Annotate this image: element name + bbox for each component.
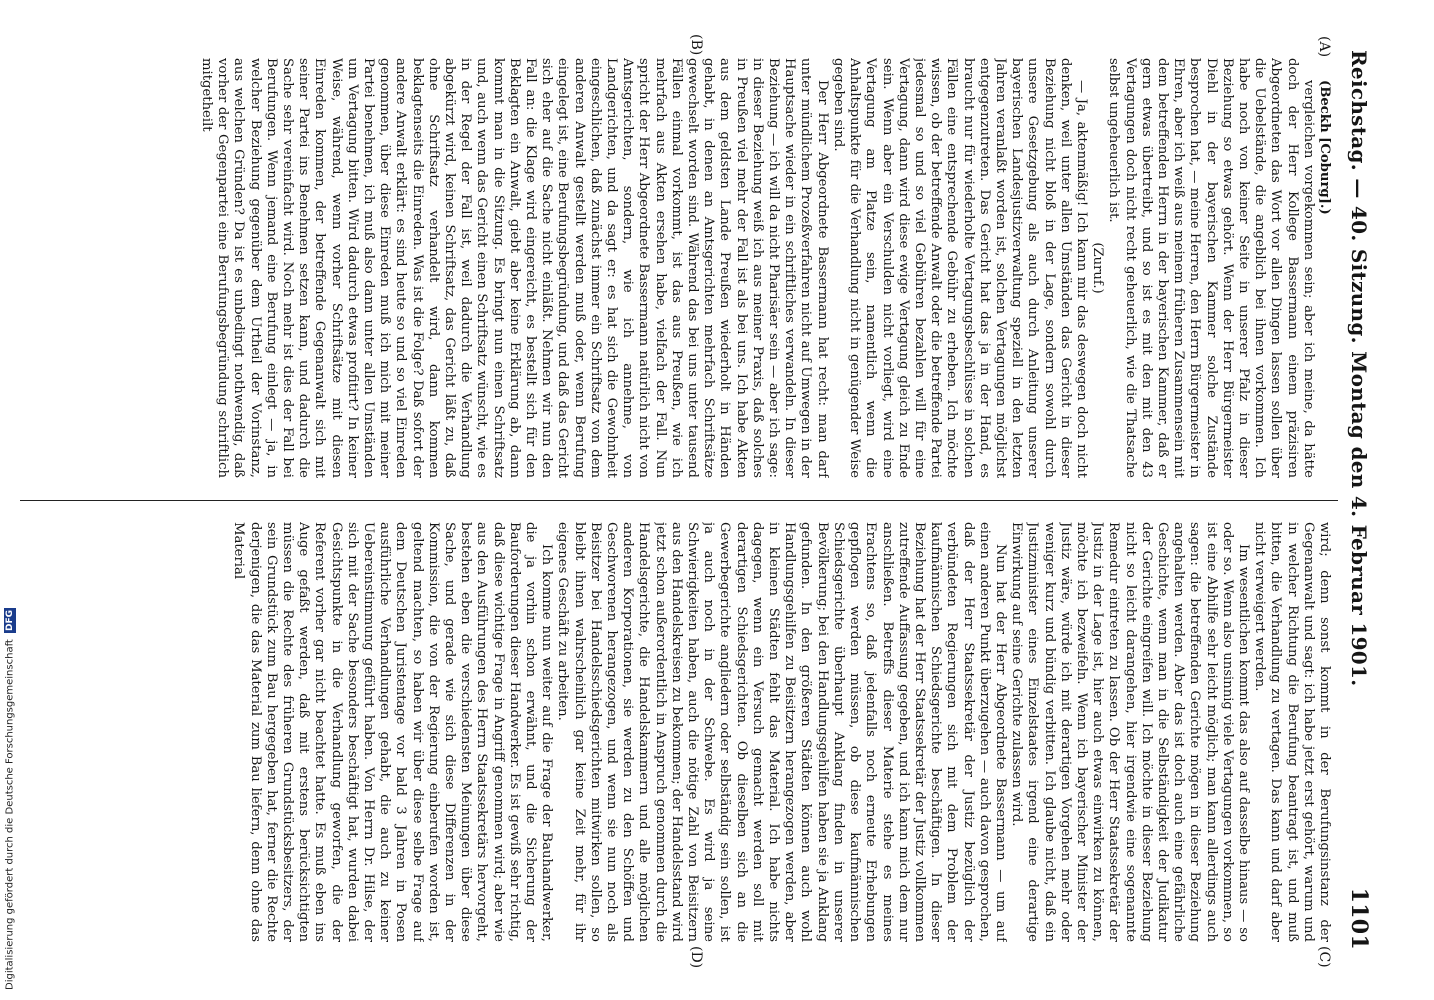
paragraph: — Ja, aktenmäßig! Ich kann mir das deswegen doch nicht denken, weil unter allen Umständen das Gericht in dieser Beziehung nicht bloß in der Lage, sondern sowohl durch unsere Gesetzgebung als auch durch Anleitung unserer bayerischen Landesjustizverwaltung speziell in den letzten Jahren veranlaßt worden ist, solchen Vertagungen möglichst entgegenzutreten. Das Gericht hat das ja in der Hand, es braucht nur für wiederholte Vertagungsbeschlüsse in solchen Fällen eine entsprechende Gebühr zu erheben. Ich möchte wissen, ob der betreffende Anwalt oder die betreffende Partei jedesmal so und so viel Gebühren bezahlen will für eine Vertagung, dann wird diese ewige Vertagung gleich zu Ende sein. Wenn aber ein Verschulden nicht vorliegt, wird eine Vertagung am Platze sein, namentlich wenn die Anhaltspunkte für die Verhandlung nicht in genügender Weise gegeben sind. bbox=[830, 58, 1089, 478]
interjection: (Zuruf.) bbox=[1090, 242, 1106, 294]
margin-marker-b: (B) bbox=[688, 34, 704, 56]
margin-marker-c: (C) bbox=[1316, 946, 1332, 968]
left-column bbox=[22, 58, 1332, 478]
paragraph: Ich komme nun weiter auf die Frage der Bauhandwerker, die ja vorhin schon erwähnt, und die Sicherung der Bauforderungen dieser Handwerker. Es ist gewiß sehr richtig, daß diese wichtige Frage in Angriff genommen wird; aber wie aus den Ausführungen des Herrn Staatssekretärs hervorgeht, bestehen eben die verschiedensten Meinungen über diese Sache, und gerade wie sich diese Differenzen in der Kommission, die von der Regierung einberufen worden ist, geltend machten, so haben wir über diese selbe Frage auf dem Deutschen Juristentage vor bald 3 Jahren in Posen ausführliche Verhandlungen gehabt, die auch zu keiner Uebereinstimmung geführt haben. Von Herrn Dr. Hilse, der sich mit der Sache besonders beschäftigt hat, wurden dabei Gesichtspunkte in die Verhandlung geworfen, die der Referent vorher gar nicht beachtet hatte. Es muß eben ins Auge gefaßt werden, daß mit erstens berücksichtigten müssen die Rechte des früheren Grundstücksbesitzers, der sein Grundstück zum Bau hergegeben hat, ferner die Rechte derjenigen, die das Material zum Bau liefern, denn ohne das Material bbox=[231, 522, 555, 942]
dfg-logo: DFG bbox=[5, 610, 15, 632]
speaker-line: (Beckh [Coburg].) bbox=[1317, 80, 1332, 215]
paragraph: vergleichen vorgekommen sein; aber ich meine, da hätte doch der Herr Kollege Bassermann einem präzisiren Abgeordneten das Wort vor allen Dingen lassen sollen über die Uebelstände, die angeblich bei ihnen vorkommen. Ich habe noch von keiner Seite in unserer Pfalz in dieser Beziehung so etwas gehört. Wenn der Herr Bürgermeister Diehl in der bayerischen Kammer solche Zustände besprochen hat, — meine Herren, den Herrn Bürgermeister in Ehren, aber ich weiß aus meinem früheren Zusammensein mit dem betreffenden Herrn in der bayerischen Kammer, daß er gern etwas übertreibt, und so ist es mit den mit den 43 Vertagungen doch nicht recht geheuerlich, wie die Thatsache selbst ungeheuerlich ist. bbox=[1106, 58, 1316, 478]
margin-marker-d: (D) bbox=[688, 946, 704, 969]
paragraph: Der Herr Abgeordnete Bassermann hat recht: man darf unter mündlichem Prozeßverfahren nicht auf Umwegen in der Hauptsache wieder in ein schriftliches verwandeln. In dieser Beziehung — ich will da nicht Pharisäer sein — aber ich sage: in dieser Beziehung weiß ich aus meiner Praxis, daß solches in Preußen viel mehr der Fall ist als bei uns. Ich habe Akten aus dem geldsten Lande Preußen wiederholt in Händen gehabt, in denen an Amtsgerichten mehrfach Schriftsätze gewechselt worden sind. Während das bei uns unter tausend Fällen einmal vorkommt, ist das aus Preußen, wie ich mehrfach aus Akten ersehen habe, vielfach der Fall. Nun spricht der Herr Abgeordnete Bassermann natürlich nicht von Amtsgerichten, sondern, wie ich annehme, von Landgerichten, und da sagt er: es hat sich die Gewohnheit eingeschlichen, daß zunächst immer ein Schriftsatz von dem anderen Anwalt gestellt werden muß oder, wenn Berufung eingelegt ist, eine Berufungsbegründung, und daß das Gericht sich eher auf die Sache nicht einläßt. Nehmen wir nun den Fall an: die Klage wird eingereicht, es bestellt sich für den Beklagten ein Anwalt, giebt aber keine Erklärung ab, dann kommt man in die Sitzung. Es bringt nun einen Schriftsatz und, auch wenn das Gericht einen Schriftsatz wünscht, wie es in der Regel der Fall ist, weil dadurch die Verhandlung abgekürzt wird, keinen Schriftsatz, das Gericht läßt zu, daß ohne Schriftsatz verhandelt wird, dann kommen beklagtenseits die Einreden. Was ist die Folge? Daß sofort der andere Anwalt erklärt: es sind heute so und so viel Einreden genommen, über diese Einreden muß ich mich mit meiner Partei benehmen, ich muß also dann unter allen Umständen um Vertagung bitten. Wird dadurch etwas profitirt? In keiner Weise, während, wenn vorher Schriftsätze mit diesen Einreden kommen, der betreffende Gegenanwalt sich mit seiner Partei ins Benehmen setzen kann, und dadurch die Sache sehr vereinfacht wird. Noch mehr ist dies der Fall bei Berufungen. Wenn jemand eine Berufung einlegt — ja, in welcher Beziehung gegenüber dem Urtheil der Vorinstanz, aus welchen Gründen? Da ist es unbedingt nothwendig, daß vorher der Gegenpartei eine Berufungsbegründung schriftlich mitgetheilt bbox=[198, 58, 830, 478]
margin-marker-a: (A) bbox=[1316, 36, 1332, 58]
page-header bbox=[1342, 50, 1376, 950]
page-title: Reichstag. — 40. Sitzung. Montag den 4. Februar 1901. bbox=[1347, 50, 1371, 687]
paragraph: Nun hat der Herr Abgeordnete Bassermann — um auf einen anderen Punkt überzugehen — auch davon gesprochen, daß der Herr Staatssekretär der Justiz bezüglich der verbündeten Regierungen sich mit dem Problem der kaufmännischen Schiedsgerichte beschäftigen. In dieser Beziehung hat der Herr Staatssekretär der Justiz vollkommen zutreffende Auffassung gegeben, und ich kann mich dem nur anschließen. Betreffs dieser Materie stehe es meines Erachtens so, daß jedenfalls noch erneute Erhebungen gepflogen werden müssen, ob diese kaufmännischen Schiedsgerichte überhaupt Anklang finden in unserer Bevölkerung; bei den Handlungsgehilfen haben sie ja Anklang gefunden. In den größeren Städten können auch wohl Handlungsgehilfen zu Beisitzern herangezogen werden, aber in kleinen Städten fehlt das Material. Ich habe nichts dagegen, wenn ein Versuch gemacht werden soll mit derartigen Schiedsgerichten. Ob dieselben sich an die Gewerbegerichte angliedern oder selbständig sein sollen, ist ja auch noch in der Schwebe. Es wird ja seine Schwierigkeiten haben, auch die nötige Zahl von Beisitzern aus den Handelskreisen zu bekommen; der Handelsstand wird jetzt schon außerordentlich in Anspruch genommen durch die Handelsgerichte, die Handelskammern und alle möglichen anderen Korporationen, sie werden zu den Schöffen und Geschworenen herangezogen, und wenn sie nun noch als Beisitzer bei Handelsschiedsgerichten mitwirken sollen, so bleibt ihnen wahrscheinlich gar keine Zeit mehr, für ihr eigenes Geschäft zu arbeiten. bbox=[555, 522, 1008, 942]
column-divider bbox=[20, 500, 1338, 501]
digitization-credit bbox=[2, 600, 18, 990]
right-column bbox=[22, 522, 1332, 942]
paragraph: Im wesentlichen kommt das also auf dasselbe hinaus — so oder so. Wenn also unsinnig viele Vertagungen vorkommen, so ist eine Abhilfe sehr leicht möglich; man kann allerdings auch sagen: die betreffenden Gerichte mögen in dieser Beziehung angehalten werden. Aber das ist doch auch eine gefährliche Geschichte, wenn man in die Selbständigkeit der Judikatur der Gerichte eingreifen will. Ich möchte in dieser Beziehung nicht so leicht darangehen, hier irgendwie eine sogenannte Remedur eintreten zu lassen. Ob der Herr Staatssekretär der Justiz in der Lage ist, hier auch etwas einwirken zu können, möchte ich bezweifeln. Wenn ich bayerischer Minister der Justiz wäre, würde ich mit derartigen Vorgehen mehr oder weniger kurz und bündig verbitten. Ich glaube nicht, daß ein Justizminister eines Einzelstaates irgend eine derartige Einwirkung auf seine Gerichte zulassen wird. bbox=[1009, 522, 1251, 942]
page-number: 1101 bbox=[1346, 887, 1372, 950]
credit-text: Digitalisierung gefördert durch die Deutsche Forschungsgemeinschaft bbox=[4, 639, 16, 990]
paragraph: wird; denn sonst kommt in der Berufungsinstanz der Gegenanwalt und sagt: ich habe jetzt erst gehört, warum und in welcher Richtung die Berufung beantragt ist, und muß bitten, die Verhandlung zu vertagen. Das kann und darf aber nicht verweigert werden. bbox=[1252, 522, 1332, 942]
